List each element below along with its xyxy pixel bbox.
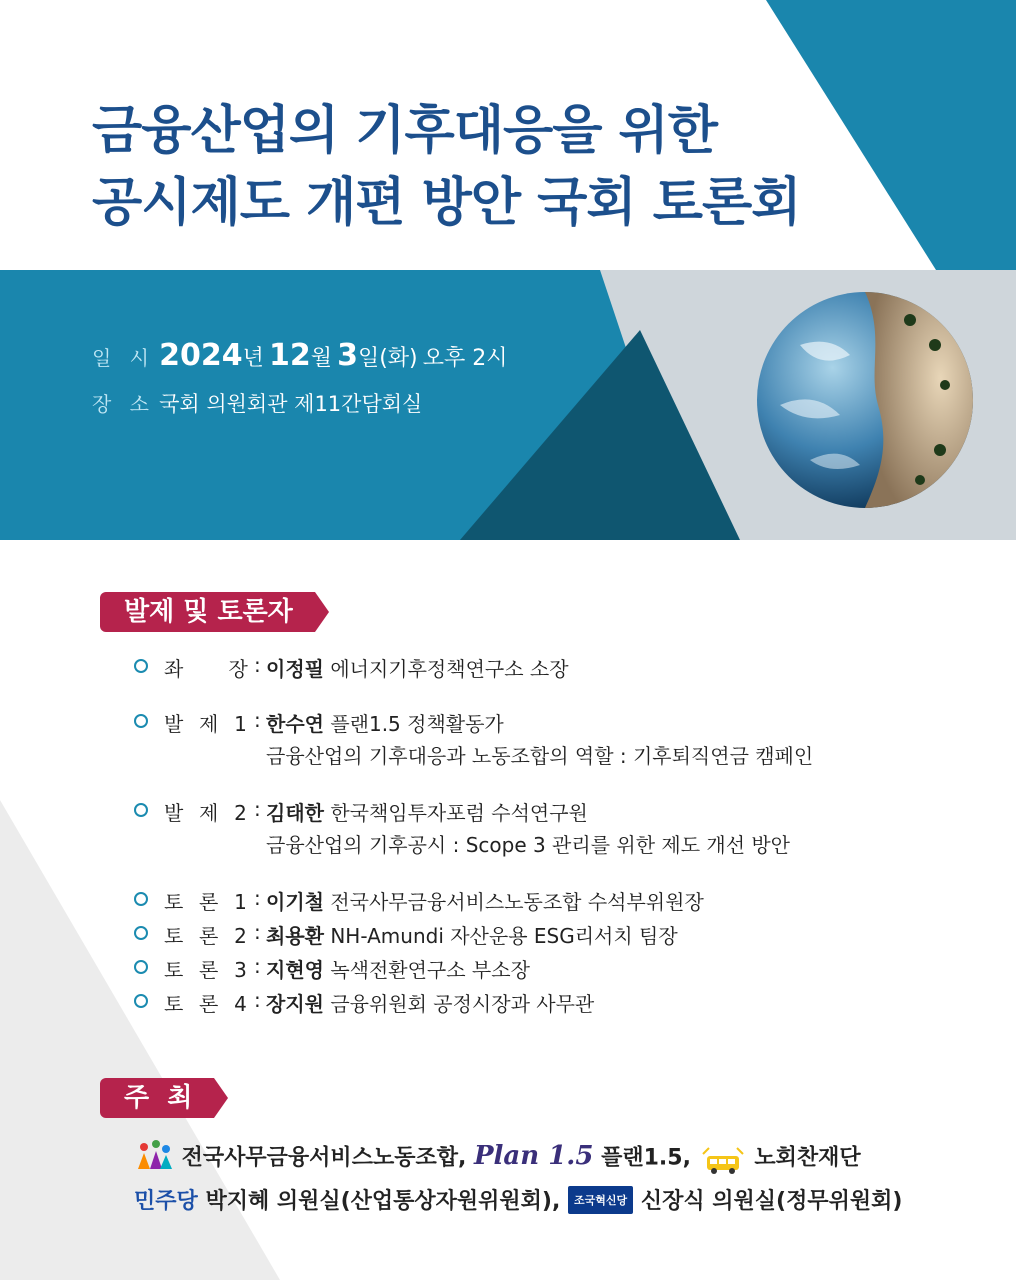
speaker-affiliation: 금융위원회 공정시장과 사무관 [330, 992, 595, 1016]
place-label: 장 소 [92, 392, 155, 416]
event-date-row [92, 338, 507, 373]
speaker-role: 토 론 4 [164, 992, 248, 1016]
speaker-affiliation: 한국책임투자포럼 수석연구원 [330, 801, 588, 825]
speaker-topic: 금융산업의 기후공시 : Scope 3 관리를 위한 제도 개선 방안 [266, 833, 791, 857]
union-logo-icon [134, 1139, 174, 1173]
bullet-icon [134, 892, 148, 906]
host-org-union: 전국사무금융서비스노동조합, [181, 1145, 467, 1171]
date-year-unit: 년 [242, 346, 264, 371]
date-year: 2024 [159, 338, 243, 373]
speaker-role: 토 론 1 [164, 890, 248, 914]
speaker-name: 김태한 [266, 801, 324, 825]
bullet-icon [134, 803, 148, 817]
host-line-2 [134, 1184, 902, 1215]
speaker-name: 이정필 [266, 657, 324, 681]
speaker-topic: 금융산업의 기후대응과 노동조합의 역할 : 기후퇴직연금 캠페인 [266, 744, 814, 768]
host-org-nohoechan: 노회찬재단 [754, 1145, 861, 1171]
bus-logo-icon [699, 1136, 747, 1176]
date-time: 오후 2시 [422, 346, 508, 371]
speaker-name: 최용환 [266, 924, 324, 948]
bullet-icon [134, 994, 148, 1008]
speaker-name: 이기철 [266, 890, 324, 914]
date-day: 3 [337, 338, 358, 373]
host-org-parkjihye: 박지혜 의원실(산업통상자원위원회), [205, 1189, 561, 1214]
place-value: 국회 의원회관 제11간담회실 [159, 392, 423, 416]
speaker-affiliation: 전국사무금융서비스노동조합 수석부위원장 [330, 890, 704, 914]
speaker-name: 장지원 [266, 992, 324, 1016]
date-month: 12 [268, 338, 311, 373]
speaker-affiliation: 플랜1.5 정책활동가 [330, 712, 504, 736]
speaker-role: 좌 장 [164, 657, 249, 681]
speaker-role: 토 론 3 [164, 958, 248, 982]
globe-illustration [740, 275, 990, 525]
speaker-name: 한수연 [266, 712, 324, 736]
host-section-tag: 주 최 [100, 1078, 214, 1118]
host-org-plan15: 플랜1.5, [601, 1145, 691, 1171]
bullet-icon [134, 714, 148, 728]
host-org-shinjangsik: 신장식 의원실(정무위원회) [640, 1189, 903, 1214]
speaker-role: 발 제 2 [164, 801, 248, 825]
date-day-unit: 일(화) [357, 346, 418, 371]
speaker-affiliation: 에너지기후정책연구소 소장 [330, 657, 569, 681]
speaker-role: 토 론 2 [164, 924, 248, 948]
page-title-line-2: 공시제도 개편 방안 국회 토론회 [92, 173, 801, 233]
date-month-unit: 월 [310, 346, 332, 371]
event-place-row [92, 388, 422, 418]
speaker-affiliation: NH-Amundi 자산운용 ESG리서치 팀장 [330, 924, 678, 948]
speakers-section-tag: 발제 및 토론자 [100, 592, 315, 632]
bullet-icon [134, 926, 148, 940]
minjoo-party-logo: 민주당 [134, 1189, 198, 1214]
plan15-logo: Plan 1.5 [473, 1141, 594, 1171]
bullet-icon [134, 960, 148, 974]
speaker-affiliation: 녹색전환연구소 부소장 [330, 958, 530, 982]
date-label: 일 시 [92, 346, 155, 370]
speaker-name: 지현영 [266, 958, 324, 982]
bullet-icon [134, 659, 148, 673]
jokuk-party-logo: 조국혁신당 [568, 1186, 633, 1214]
host-line-1 [134, 1136, 861, 1176]
page-title-line-1: 금융산업의 기후대응을 위한 [92, 101, 717, 161]
speaker-role: 발 제 1 [164, 712, 248, 736]
